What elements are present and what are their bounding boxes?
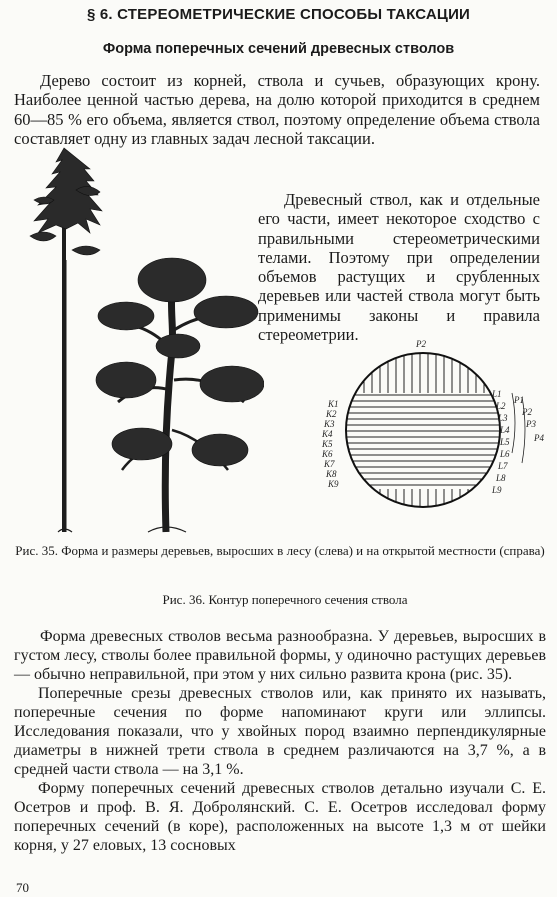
- main-body-text: [14, 627, 546, 855]
- body-paragraph-3: Форму поперечных сечений древесных стволов детально изучали С. Е. Осетров и проф. В. Я. Добролянский. С. Е. Осетров исследовал форму поперечных сечений (в коре), расположенных на высоте 1,3 м от шейки корня, у 27 еловых, 13 сосновых: [14, 780, 546, 854]
- label-p3: P3: [526, 419, 536, 429]
- label-l9: L9: [492, 485, 502, 495]
- body-paragraph-1: Форма древесных стволов весьма разнообразна. У деревьев, выросших в густом лесу, стволы более правильной формы, у одиночно растущих деревьев — обычно неправильной, при этом у них сильно развита крона (рис. 35).: [14, 628, 546, 683]
- label-l5: L5: [500, 437, 510, 447]
- label-k2: K2: [326, 409, 337, 419]
- body-paragraph-2: Поперечные срезы древесных стволов или, как принято их называть, поперечные сечения по форме напоминают круги или эллипсы. Исследования показали, что у хвойных пород взаимно перпендикулярные диаметры в нижней трети ствола в среднем различаются на 3,7 %, а в средней части ствола — на 3,1 %.: [14, 685, 546, 778]
- figure-35-caption: Рис. 35. Форма и размеры деревьев, выросших в лесу (слева) и на открытой местности (справа): [15, 543, 545, 558]
- intro-paragraph: Дерево состоит из корней, ствола и сучьев, образующих крону. Наиболее ценной частью дерева, на долю которой приходится в среднем 60—85 % его объема, является ствол, поэтому определение объема ствола составляет одну из главных задач лесной таксации.: [14, 71, 540, 148]
- right-p-labels: [512, 393, 544, 463]
- subsection-heading: Форма поперечных сечений древесных стволов: [102, 41, 455, 57]
- label-l4: L4: [500, 425, 510, 435]
- label-k8: K8: [326, 469, 337, 479]
- label-k1: K1: [328, 399, 339, 409]
- label-l8: L8: [496, 473, 506, 483]
- label-p4: P4: [534, 433, 544, 443]
- section-heading: § 6. СТЕРЕОМЕТРИЧЕСКИЕ СПОСОБЫ ТАКСАЦИИ: [86, 6, 471, 23]
- intro-text-block: [14, 71, 540, 148]
- label-k4: K4: [322, 429, 333, 439]
- figure-36-cross-section-diagram: [318, 335, 548, 515]
- column-paragraph: Древесный ствол, как и отдельные его части, имеет некоторое сходство с правильными стереометрическими телами. Поэтому при определении объемов растущих и срубленных деревьев или частей ствола могут быть применимы законы и правила стереометрии.: [258, 190, 540, 345]
- label-k3: K3: [324, 419, 335, 429]
- label-l3: L3: [498, 413, 508, 423]
- label-p2-top: P2: [416, 339, 426, 349]
- label-l7: L7: [498, 461, 508, 471]
- label-p2-right: P2: [522, 407, 532, 417]
- open-field-tree-illustration: [96, 258, 264, 532]
- label-l2: L2: [496, 401, 506, 411]
- figure-35-trees-illustration: [14, 140, 264, 540]
- label-l6: L6: [500, 449, 510, 459]
- label-k7: K7: [324, 459, 335, 469]
- label-k6: K6: [322, 449, 333, 459]
- label-k5: K5: [322, 439, 333, 449]
- right-column-text: [258, 147, 540, 344]
- label-l1: L1: [492, 389, 502, 399]
- label-p1: P1: [514, 395, 524, 405]
- page-number: 70: [16, 880, 29, 895]
- left-k-labels: [321, 399, 339, 489]
- label-k9: K9: [328, 479, 339, 489]
- forest-tree-illustration: [30, 148, 102, 532]
- figure-36-caption: Рис. 36. Контур поперечного сечения ствола: [162, 592, 408, 607]
